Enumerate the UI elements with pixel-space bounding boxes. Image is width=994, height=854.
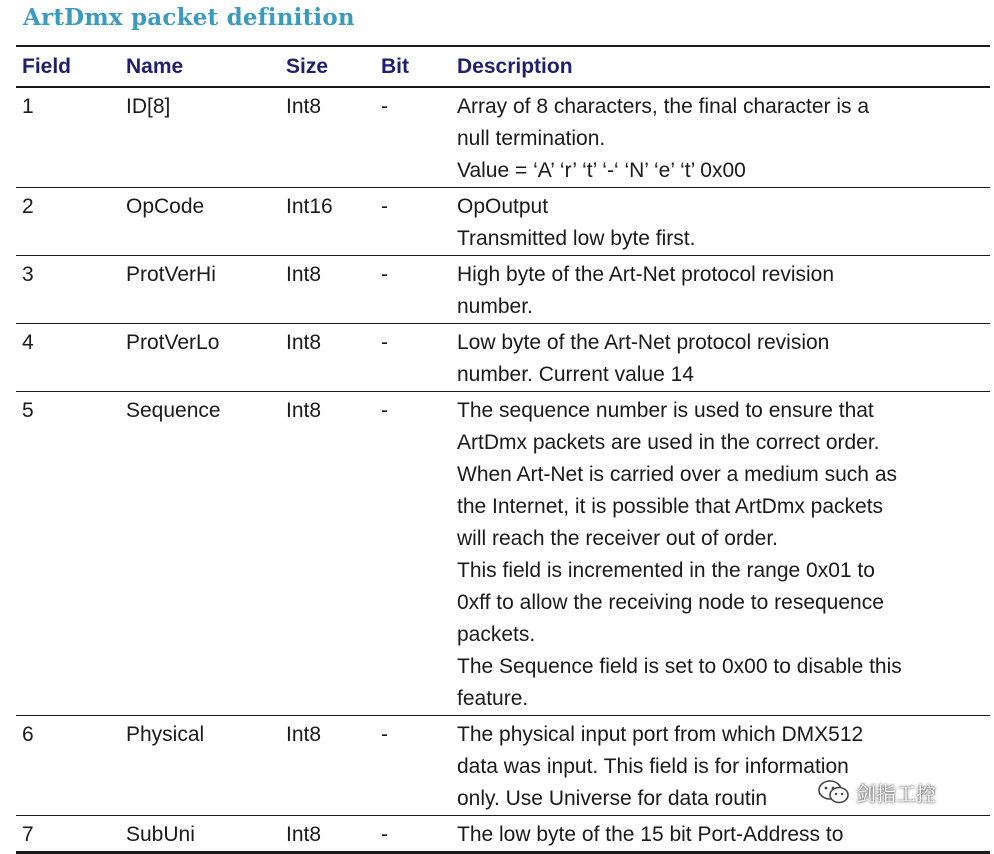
cell-description bbox=[457, 324, 990, 391]
description-line: number. bbox=[457, 295, 533, 318]
description-line: The physical input port from which DMX512 bbox=[457, 723, 864, 746]
description-line: Transmitted low byte first. bbox=[457, 227, 696, 250]
description-line: Low byte of the Art-Net protocol revision bbox=[457, 331, 830, 354]
cell-description bbox=[457, 392, 990, 715]
description-line: will reach the receiver out of order. bbox=[457, 527, 778, 550]
page-title: ArtDmx packet definition bbox=[23, 4, 355, 31]
table-row bbox=[16, 188, 990, 256]
header-bit: Bit bbox=[381, 55, 409, 78]
watermark-text: 剑指工控 bbox=[856, 784, 936, 806]
cell-field: 7 bbox=[22, 823, 34, 846]
cell-description bbox=[457, 816, 990, 851]
table-row bbox=[16, 392, 990, 716]
header-field: Field bbox=[22, 55, 72, 78]
cell-description bbox=[457, 88, 990, 187]
cell-size: Int8 bbox=[286, 823, 322, 846]
description-line: packets. bbox=[457, 623, 536, 646]
description-line: ArtDmx packets are used in the correct order. bbox=[457, 431, 880, 454]
cell-bit: - bbox=[381, 263, 388, 286]
cell-field: 4 bbox=[22, 331, 34, 354]
cell-name: ID[8] bbox=[126, 95, 171, 118]
cell-bit: - bbox=[381, 823, 388, 846]
cell-size: Int8 bbox=[286, 95, 322, 118]
cell-bit: - bbox=[381, 195, 388, 218]
description-line: feature. bbox=[457, 687, 529, 710]
cell-bit: - bbox=[381, 723, 388, 746]
description-line: When Art-Net is carried over a medium such as bbox=[457, 463, 897, 486]
description-line: The Sequence field is set to 0x00 to disable this bbox=[457, 655, 902, 678]
cell-name: SubUni bbox=[126, 823, 195, 846]
table-row bbox=[16, 816, 990, 854]
description-line: High byte of the Art-Net protocol revision bbox=[457, 263, 835, 286]
cell-name: Sequence bbox=[126, 399, 221, 422]
cell-size: Int8 bbox=[286, 263, 322, 286]
cell-field: 6 bbox=[22, 723, 34, 746]
header-size: Size bbox=[286, 55, 329, 78]
cell-bit: - bbox=[381, 95, 388, 118]
description-line: 0xff to allow the receiving node to resequence bbox=[457, 591, 884, 614]
wechat-icon bbox=[818, 780, 850, 806]
cell-description bbox=[457, 188, 990, 255]
table-body bbox=[16, 88, 990, 854]
packet-definition-table bbox=[16, 45, 990, 854]
cell-name: ProtVerHi bbox=[126, 263, 216, 286]
cell-bit: - bbox=[381, 399, 388, 422]
description-line: null termination. bbox=[457, 127, 606, 150]
cell-name: ProtVerLo bbox=[126, 331, 220, 354]
cell-field: 2 bbox=[22, 195, 34, 218]
description-line: the Internet, it is possible that ArtDmx packets bbox=[457, 495, 884, 518]
table-row bbox=[16, 88, 990, 188]
cell-size: Int8 bbox=[286, 723, 322, 746]
cell-size: Int16 bbox=[286, 195, 333, 218]
description-line: number. Current value 14 bbox=[457, 363, 694, 386]
cell-field: 5 bbox=[22, 399, 34, 422]
cell-size: Int8 bbox=[286, 331, 322, 354]
description-line: Value = ‘A’ ‘r’ ‘t’ ‘-‘ ‘N’ ‘e’ ‘t’ 0x00 bbox=[457, 159, 746, 182]
header-description: Description bbox=[457, 55, 573, 78]
description-line: data was input. This field is for information bbox=[457, 755, 849, 778]
description-line: The sequence number is used to ensure that bbox=[457, 399, 874, 422]
table-row bbox=[16, 256, 990, 324]
cell-bit: - bbox=[381, 331, 388, 354]
description-line: This field is incremented in the range 0x01 to bbox=[457, 559, 875, 582]
table-header-row bbox=[16, 47, 990, 88]
description-line: OpOutput bbox=[457, 195, 549, 218]
description-line: only. Use Universe for data routin bbox=[457, 787, 768, 810]
cell-name: Physical bbox=[126, 723, 205, 746]
cell-name: OpCode bbox=[126, 195, 205, 218]
cell-size: Int8 bbox=[286, 399, 322, 422]
cell-field: 1 bbox=[22, 95, 34, 118]
header-name: Name bbox=[126, 55, 184, 78]
table-row bbox=[16, 324, 990, 392]
cell-field: 3 bbox=[22, 263, 34, 286]
description-line: The low byte of the 15 bit Port-Address to bbox=[457, 823, 844, 846]
watermark bbox=[818, 778, 936, 807]
cell-description bbox=[457, 256, 990, 323]
description-line: Array of 8 characters, the final character is a bbox=[457, 95, 870, 118]
